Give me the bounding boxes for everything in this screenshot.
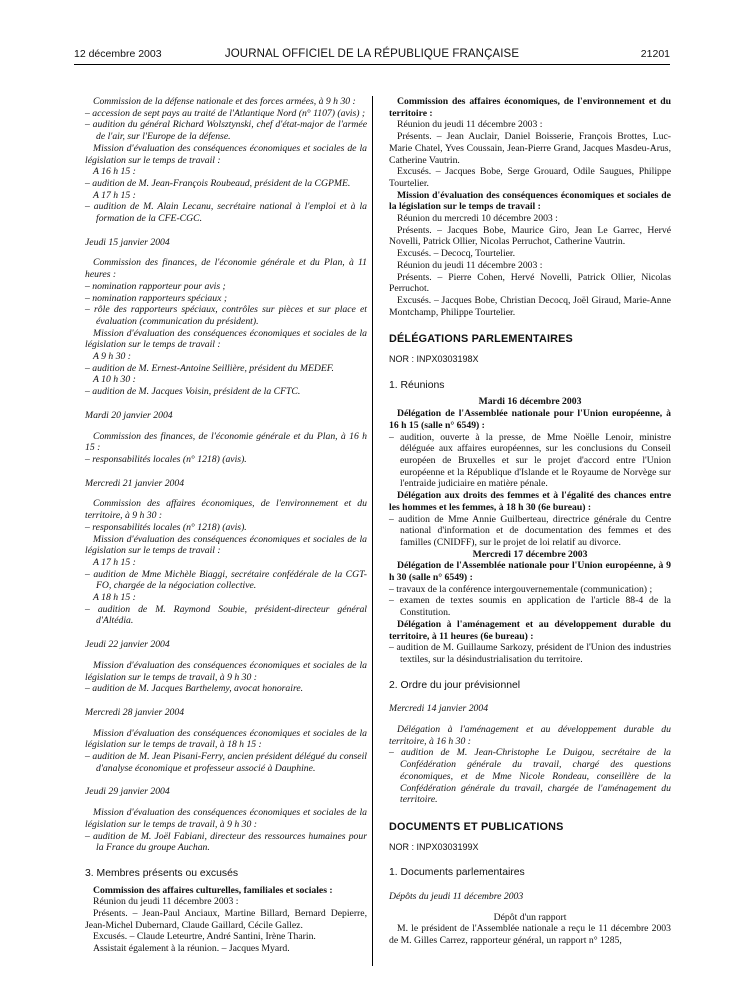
paragraph: Commission des affaires économiques, de l'environnement et du territoire : bbox=[389, 96, 671, 119]
paragraph: A 17 h 15 : bbox=[93, 556, 136, 568]
agenda-item: – nomination rapporteur pour avis ; bbox=[85, 280, 226, 292]
paragraph: Commission des affaires culturelles, familiales et sociales : bbox=[93, 884, 333, 896]
paragraph: Commission des affaires économiques, de l'environnement et du territoire, à 9 h 30 : bbox=[85, 498, 367, 522]
paragraph: Excusés. – Decocq, Tourtelier. bbox=[397, 248, 516, 260]
paragraph: Réunion du jeudi 11 décembre 2003 : bbox=[397, 259, 543, 271]
agenda-item: – audition, ouverte à la presse, de Mme Noëlle Lenoir, ministre déléguée aux affaires européennes, sur les conclusions du Conseil européen de Bruxelles et sur le projet d'accord entre l'Union européenne et la République d'Islande et le Royaume de Norvège sur l'entraide judiciaire en matière pénale. bbox=[389, 431, 671, 490]
agenda-item: – responsabilités locales (n° 1218) (avis). bbox=[85, 521, 247, 533]
paragraph: Mission d'évaluation des conséquences économiques et sociales de la législation sur le temps de travail : bbox=[85, 533, 367, 557]
page-number: 21201 bbox=[640, 48, 670, 60]
paragraph: Présents. – Jacques Bobe, Maurice Giro, Jean Le Garrec, Hervé Novelli, Patrick Ollier, Nicolas Perruchot, Catherine Vautrin. bbox=[389, 224, 671, 248]
header-rule bbox=[74, 64, 670, 65]
paragraph: Mission d'évaluation des conséquences économiques et sociales de la législation sur le temps de travail, à 9 h 30 : bbox=[85, 659, 367, 683]
agenda-item: – audition de M. Guillaume Sarkozy, président de l'Union des industries textiles, sur la désindustrialisation du territoire. bbox=[389, 642, 671, 665]
page-header bbox=[74, 48, 670, 62]
paragraph: Réunion du mercredi 10 décembre 2003 : bbox=[397, 213, 558, 225]
agenda-item: – audition de Mme Annie Guilberteau, directrice générale du Centre national d'information et de documentation des femmes et des familles (CNIDFF), sur le projet de loi relatif au divorce. bbox=[389, 513, 671, 548]
date-heading: Mercredi 21 janvier 2004 bbox=[85, 477, 185, 489]
agenda-item: – audition de M. Ernest-Antoine Seillière, président du MEDEF. bbox=[85, 362, 334, 374]
date-heading: Jeudi 29 janvier 2004 bbox=[85, 786, 170, 798]
agenda-item: – nomination rapporteurs spéciaux ; bbox=[85, 292, 228, 304]
agenda-item: – audition de M. Alain Lecanu, secrétaire national à l'emploi et à la formation de la CFE-CGC. bbox=[85, 201, 367, 225]
left-column bbox=[85, 96, 367, 955]
paragraph: Présents. – Pierre Cohen, Hervé Novelli, Patrick Ollier, Nicolas Perruchot. bbox=[389, 271, 671, 295]
agenda-item: – audition de M. Raymond Soubie, président-directeur général d'Altédia. bbox=[85, 603, 367, 627]
subsection-heading: 3. Membres présents ou excusés bbox=[85, 867, 239, 879]
date-heading: Mercredi 14 janvier 2004 bbox=[389, 703, 489, 715]
agenda-item: – audition de M. Jacques Barthelemy, avocat honoraire. bbox=[85, 683, 304, 695]
subsection-heading: 2. Ordre du jour prévisionnel bbox=[389, 679, 521, 691]
agenda-item: – responsabilités locales (n° 1218) (avis). bbox=[85, 453, 247, 465]
paragraph: Délégation à l'aménagement et au développement durable du territoire, à 11 heures (6e bureau) : bbox=[389, 618, 671, 642]
paragraph: Mission d'évaluation des conséquences économiques et sociales de la législation sur le temps de travail : bbox=[389, 189, 671, 213]
paragraph: Délégation de l'Assemblée nationale pour l'Union européenne, à 9 h 30 (salle n° 6549) : bbox=[389, 560, 671, 584]
paragraph: A 10 h 30 : bbox=[93, 374, 136, 386]
date-heading: Jeudi 15 janvier 2004 bbox=[85, 236, 170, 248]
date-heading: Mardi 20 janvier 2004 bbox=[85, 409, 173, 421]
agenda-item: – examen de textes soumis en application de l'article 88-4 de la Constitution. bbox=[389, 595, 671, 619]
journal-title: JOURNAL OFFICIEL DE LA RÉPUBLIQUE FRANÇAISE bbox=[224, 48, 520, 60]
paragraph: Commission de la défense nationale et des forces armées, à 9 h 30 : bbox=[93, 96, 356, 107]
agenda-item: – audition de M. Jean-Christophe Le Duigou, secrétaire de la Confédération générale du travail, chargé des questions économiques, et de Mme Nicole Rondeau, conseillère de la Confédération générale du travail, chargée de l'aménagement du territoire. bbox=[389, 747, 671, 806]
agenda-item: – rôle des rapporteurs spéciaux, contrôles sur pièces et sur place et évaluation (communication du président). bbox=[85, 304, 367, 327]
paragraph: Assistait également à la réunion. – Jacques Myard. bbox=[93, 943, 290, 955]
paragraph: A 17 h 15 : bbox=[93, 189, 136, 201]
agenda-item: – audition de M. Joël Fabiani, directeur des ressources humaines pour la France du groupe Auchan. bbox=[85, 830, 367, 854]
agenda-item: – audition du général Richard Wolsztynski, chef d'état-major de l'armée de l'air, sur l'Europe de la défense. bbox=[85, 119, 367, 143]
date-heading: Jeudi 22 janvier 2004 bbox=[85, 639, 170, 651]
paragraph: Excusés. – Jacques Bobe, Serge Grouard, Odile Saugues, Philippe Tourtelier. bbox=[389, 166, 671, 189]
agenda-item: – accession de sept pays au traité de l'Atlantique Nord (n° 1107) (avis) ; bbox=[85, 107, 366, 119]
paragraph: Mission d'évaluation des conséquences économiques et sociales de la législation sur le temps de travail : bbox=[85, 142, 367, 166]
paragraph: Excusés. – Claude Leteurtre, André Santini, Irène Tharin. bbox=[93, 931, 316, 943]
paragraph: A 9 h 30 : bbox=[93, 351, 132, 363]
paragraph: Présents. – Jean Auclair, Daniel Boisserie, François Brottes, Luc-Marie Chatel, Yves Coussain, Jean-Pierre Grand, Jacques Masdeu-Arus, Catherine Vautrin. bbox=[389, 131, 671, 166]
date-heading: Dépôts du jeudi 11 décembre 2003 bbox=[389, 891, 524, 903]
paragraph: Mission d'évaluation des conséquences économiques et sociales de la législation sur le temps de travail, à 9 h 30 : bbox=[85, 807, 367, 830]
centered-heading: Dépôt d'un rapport bbox=[493, 911, 567, 923]
paragraph: Excusés. – Jacques Bobe, Christian Decocq, Joël Giraud, Marie-Anne Montchamp, Philippe Tourtelier. bbox=[389, 294, 671, 318]
agenda-item: – audition de M. Jacques Voisin, président de la CFTC. bbox=[85, 386, 301, 398]
centered-heading: Mardi 16 décembre 2003 bbox=[478, 396, 582, 408]
header-date: 12 décembre 2003 bbox=[74, 48, 162, 60]
centered-heading: Mercredi 17 décembre 2003 bbox=[472, 548, 588, 560]
paragraph: A 18 h 15 : bbox=[93, 592, 136, 604]
paragraph: A 16 h 15 : bbox=[93, 166, 136, 178]
agenda-item: – travaux de la conférence intergouvernementale (communication) ; bbox=[389, 583, 653, 595]
nor-reference: NOR : INPX0303199X bbox=[389, 841, 479, 852]
paragraph: M. le président de l'Assemblée nationale a reçu le 11 décembre 2003 de M. Gilles Carrez, rapporteur général, un rapport n° 1285, bbox=[389, 923, 671, 947]
paragraph: Réunion du jeudi 11 décembre 2003 : bbox=[93, 896, 239, 908]
agenda-item: – audition de Mme Michèle Biaggi, secrétaire confédérale de la CGT-FO, chargée de la négociation collective. bbox=[85, 568, 367, 592]
nor-reference: NOR : INPX0303198X bbox=[389, 354, 479, 365]
paragraph: Présents. – Jean-Paul Anciaux, Martine Billard, Bernard Depierre, Jean-Michel Dubernard, Claude Gaillard, Cécile Gallez. bbox=[85, 908, 367, 931]
right-column bbox=[389, 96, 671, 947]
paragraph: Commission des finances, de l'économie générale et du Plan, à 11 heures : bbox=[85, 257, 367, 281]
column-divider bbox=[372, 96, 373, 966]
section-heading: DOCUMENTS ET PUBLICATIONS bbox=[389, 820, 564, 833]
subsection-heading: 1. Documents parlementaires bbox=[389, 867, 525, 879]
date-heading: Mercredi 28 janvier 2004 bbox=[85, 706, 185, 718]
section-heading: DÉLÉGATIONS PARLEMENTAIRES bbox=[389, 333, 573, 346]
paragraph: Réunion du jeudi 11 décembre 2003 : bbox=[397, 119, 543, 131]
paragraph: Commission des finances, de l'économie générale et du Plan, à 16 h 15 : bbox=[85, 430, 367, 454]
agenda-item: – audition de M. Jean Pisani-Ferry, ancien président délégué du conseil d'analyse économique et professeur associé à Dauphine. bbox=[85, 751, 367, 774]
paragraph: Mission d'évaluation des conséquences économiques et sociales de la législation sur le temps de travail, à 18 h 15 : bbox=[85, 727, 367, 751]
paragraph: Délégation de l'Assemblée nationale pour l'Union européenne, à 16 h 15 (salle n° 6549) : bbox=[389, 408, 671, 431]
agenda-item: – audition de M. Jean-François Roubeaud, président de la CGPME. bbox=[85, 177, 351, 189]
paragraph: Mission d'évaluation des conséquences économiques et sociales de la législation sur le temps de travail : bbox=[85, 327, 367, 351]
paragraph: Délégation aux droits des femmes et à l'égalité des chances entre les hommes et les femmes, à 18 h 30 (6e bureau) : bbox=[389, 490, 671, 513]
paragraph: Délégation à l'aménagement et au développement durable du territoire, à 16 h 30 : bbox=[389, 724, 671, 747]
subsection-heading: 1. Réunions bbox=[389, 379, 445, 391]
